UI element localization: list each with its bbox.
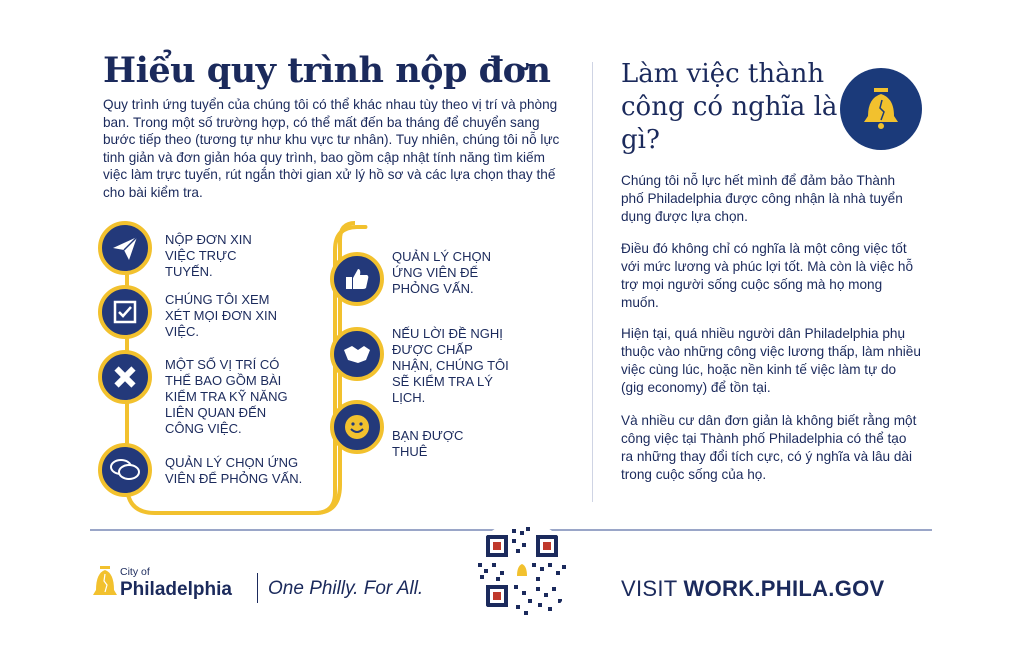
logo-separator — [257, 573, 258, 603]
handshake-icon — [330, 327, 384, 381]
intro-paragraph: Quy trình ứng tuyển của chúng tôi có thể khác nhau tùy theo vị trí và phòng ban. Trong một số trường hợp, có thể mất đến ba tháng để chuyển sang bước tiếp theo (tương tự như khu vực tư nhân). Tuy nhiên, chúng tôi nỗ lực tinh giản và đơn giản hóa quy trình, bao gồm cập nhật tính năng tìm kiếm việc làm trực tuyến, rút ngắn thời gian xử lý hồ sơ và các lựa chọn thay thế cho bài kiểm tra. — [103, 97, 560, 200]
right-paragraph-1: Chúng tôi nỗ lực hết mình để đảm bảo Thành phố Philadelphia được công nhận là nhà tuyển dụng được lựa chọn. — [621, 173, 903, 224]
logo-philadelphia: Philadelphia — [120, 579, 232, 600]
visit-url[interactable] — [621, 576, 885, 602]
step-label-4: QUẢN LÝ CHỌN ỨNG VIÊN ĐỂ PHỎNG VẤN. — [165, 455, 303, 486]
right-paragraph-3: Hiện tại, quá nhiều người dân Philadelphia phụ thuộc vào những công việc lương thấp, làm nhiều việc cùng lúc, hoặc nền kinh tế việc làm tự do (gig economy) để tồn tại. — [621, 326, 921, 395]
liberty-bell-icon — [840, 68, 922, 150]
left-title: Hiểu quy trình nộp đơn — [103, 50, 551, 91]
step-label-6: NẾU LỜI ĐỀ NGHỊ ĐƯỢC CHẤP NHẬN, CHÚNG TÔI SẼ KIỂM TRA LÝ LỊCH. — [392, 326, 509, 405]
step-label-1: NỘP ĐƠN XIN VIỆC TRỰC TUYẾN. — [165, 232, 252, 279]
qr-code[interactable] — [472, 521, 572, 621]
right-paragraph-2: Điều đó không chỉ có nghĩa là một công việc tốt với mức lương và phúc lợi tốt. Mà còn là việc hỗ trợ mọi người sống cuộc sống mà họ mong muốn. — [621, 241, 914, 310]
visit-prefix: VISIT — [621, 576, 678, 601]
step-label-3: MỘT SỐ VỊ TRÍ CÓ THỂ BAO GỒM BÀI KIỂM TRA KỸ NĂNG LIÊN QUAN ĐẾN CÔNG VIỆC. — [165, 357, 288, 436]
pencil-ruler-icon — [98, 350, 152, 404]
smiley-icon — [330, 400, 384, 454]
speech-bubbles-icon — [98, 443, 152, 497]
step-label-5: QUẢN LÝ CHỌN ỨNG VIÊN ĐỂ PHỎNG VẤN. — [392, 249, 491, 296]
visit-link[interactable]: WORK.PHILA.GOV — [683, 576, 885, 601]
checkbox-icon — [98, 285, 152, 339]
paper-plane-icon — [98, 221, 152, 275]
logo-city-of: City of — [120, 566, 150, 578]
tagline: One Philly. For All. — [268, 578, 424, 599]
right-title: Làm việc thành công có nghĩa là gì? — [621, 59, 838, 155]
column-divider — [592, 62, 593, 502]
city-bell-logo-icon — [92, 564, 118, 605]
step-label-7: BẠN ĐƯỢC THUÊ — [392, 428, 464, 459]
step-label-2: CHÚNG TÔI XEM XÉT MỌI ĐƠN XIN VIỆC. — [165, 292, 278, 339]
right-paragraph-4: Và nhiều cư dân đơn giản là không biết rằng một công việc tại Thành phố Philadelphia có thể tạo ra những thay đổi tích cực, có ý nghĩa và lâu dài trong cuộc sống của họ. — [621, 413, 917, 482]
thumbs-up-icon — [330, 252, 384, 306]
